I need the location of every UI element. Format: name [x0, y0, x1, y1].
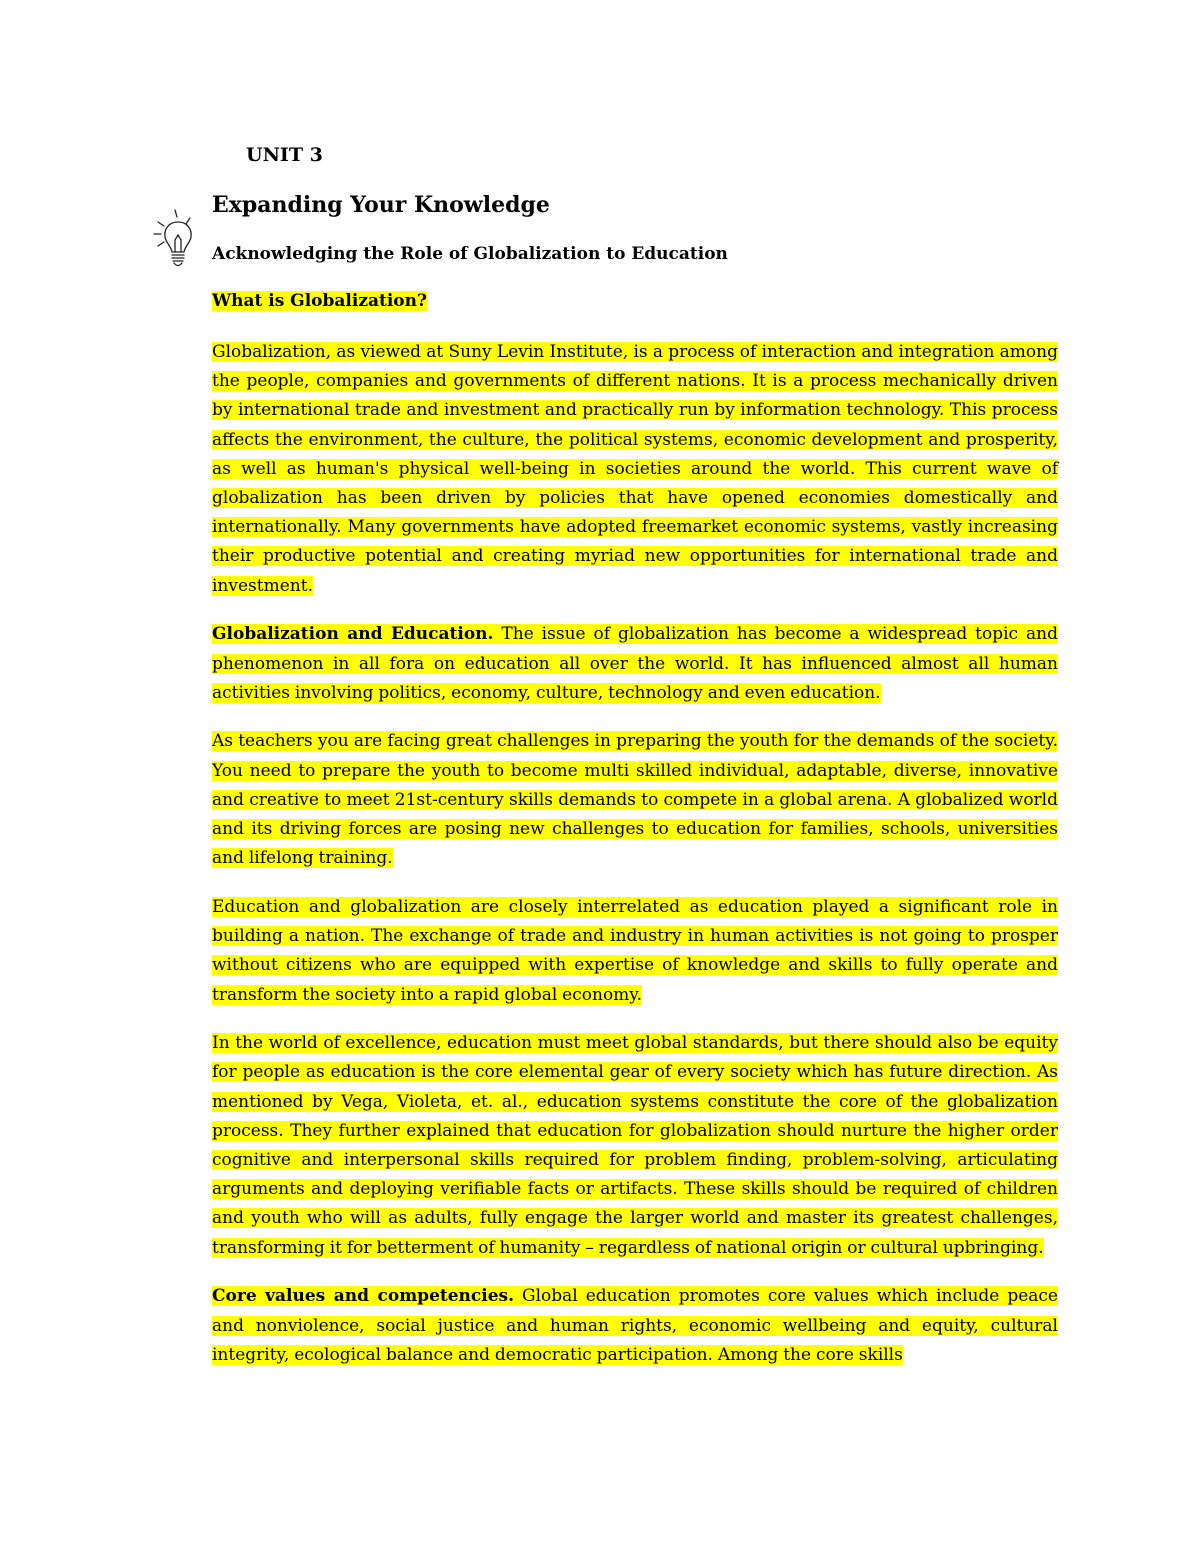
paragraph-highlight [212, 1286, 1058, 1364]
paragraph-text: As teachers you are facing great challenges in preparing the youth for the demands of the society. You need to prepare the youth to become multi skilled individual, adaptable, diverse, innovative and creative to meet 21st-century skills demands to compete in a global arena. A globalized world and its driving forces are posing new challenges to education for families, schools, universities and lifelong training. [212, 731, 1058, 869]
paragraph [212, 620, 1058, 708]
paragraph-text: Globalization, as viewed at Suny Levin Institute, is a process of interaction and integration among the people, companies and governments of different nations. It is a process mechanically driven by international trade and investment and practically run by information technology. This process affects the environment, the culture, the political systems, economic development and prosperity, as well as human's physical well-being in societies around the world. This current wave of globalization has been driven by policies that have opened economies domestically and internationally. Many governments have adopted freemarket economic systems, vastly increasing their productive potential and creating myriad new opportunities for international trade and investment. [212, 342, 1058, 596]
paragraph-lead: Globalization and Education. [212, 624, 494, 645]
document-body [212, 287, 1058, 1390]
lightbulb-icon [152, 200, 198, 276]
paragraph [212, 1282, 1058, 1370]
unit-label: UNIT 3 [246, 144, 323, 166]
paragraph-text: In the world of excellence, education must meet global standards, but there should also be equity for people as education is the core elemental gear of every society which has future direction. As mentioned by Vega, Violeta, et. al., education systems constitute the core of the globalization process. They further explained that education for globalization should nurture the higher order cognitive and interpersonal skills required for problem finding, problem-solving, articulating arguments and deploying verifiable facts or artifacts. These skills should be required of children and youth who will as adults, fully engage the larger world and master its greatest challenges, transforming it for betterment of humanity – regardless of national origin or cultural upbringing. [212, 1033, 1058, 1258]
section-subtitle: Acknowledging the Role of Globalization to Education [212, 244, 728, 264]
question-heading [212, 287, 1058, 316]
paragraph-text: Global education promotes core values which include peace and nonviolence, social justice and human rights, economic wellbeing and equity, cultural integrity, ecological balance and democratic participation. Among the core skills [212, 1286, 1058, 1365]
paragraph-text: The issue of globalization has become a widespread topic and phenomenon in all fora on education all over the world. It has influenced almost all human activities involving politics, economy, culture, technology and even education. [212, 624, 1058, 703]
paragraph-highlight [212, 624, 1058, 702]
paragraph-text: Education and globalization are closely interrelated as education played a significant role in building a nation. The exchange of trade and industry in human activities is not going to prosper without citizens who are equipped with expertise of knowledge and skills to fully operate and transform the society into a rapid global economy. [212, 896, 1058, 1005]
question-heading-text: What is Globalization? [212, 291, 427, 311]
paragraph [212, 727, 1058, 873]
paragraph [212, 338, 1058, 601]
paragraph-lead: Core values and competencies. [212, 1286, 515, 1307]
paragraph [212, 1029, 1058, 1263]
section-title: Expanding Your Knowledge [212, 192, 550, 218]
paragraph [212, 893, 1058, 1010]
